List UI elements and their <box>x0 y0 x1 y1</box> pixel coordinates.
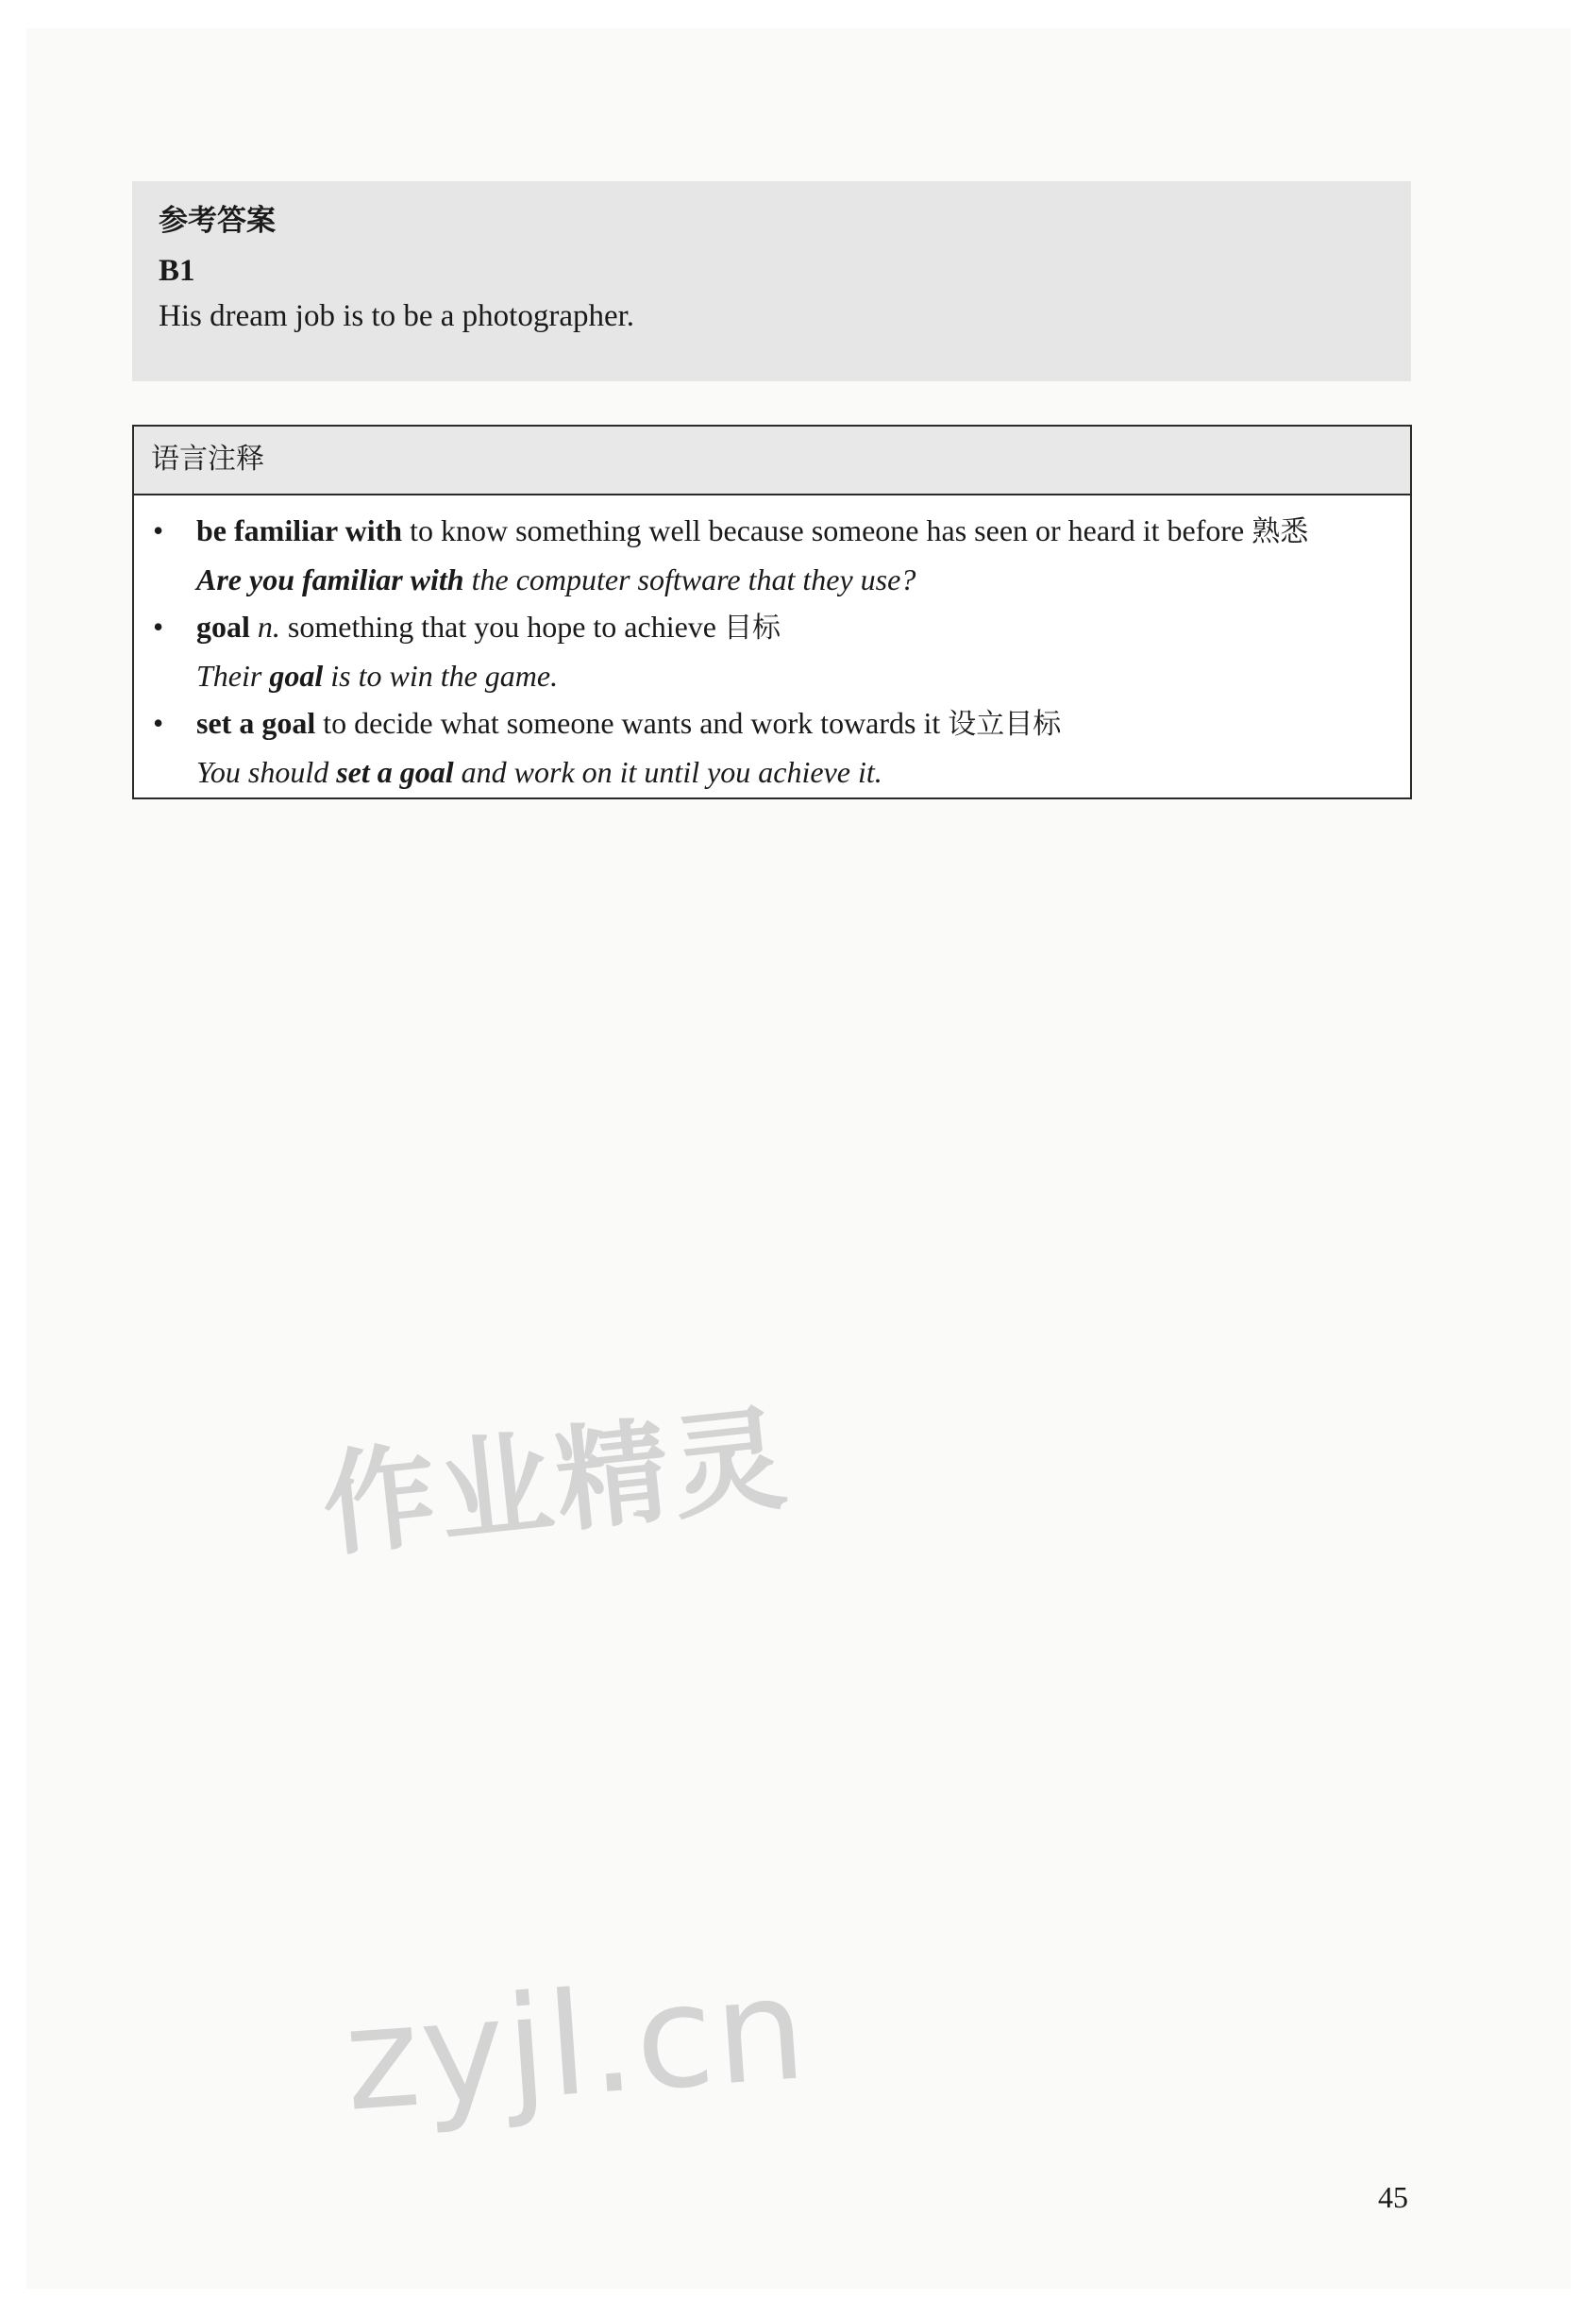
note-definition <box>196 699 1410 748</box>
bullet-icon: • <box>153 706 164 740</box>
notes-heading: 语言注释 <box>134 427 1410 495</box>
answer-box <box>132 181 1411 381</box>
note-part-of-speech: n. <box>249 610 280 644</box>
notes-list <box>134 495 1410 796</box>
note-item-goal <box>134 603 1410 699</box>
note-item-set-a-goal <box>134 699 1410 796</box>
page-number: 45 <box>1378 2180 1408 2214</box>
note-example <box>196 748 1410 796</box>
note-definition-text: to know something well because someone has seen or heard it before <box>402 513 1252 547</box>
bullet-icon: • <box>153 610 164 644</box>
note-definition <box>196 507 1410 556</box>
note-example <box>196 556 1410 603</box>
note-definition-text: to decide what someone wants and work towards it <box>315 706 949 740</box>
note-example-term: Are you familiar with <box>196 562 464 596</box>
note-example-text: is to win the game. <box>323 659 559 693</box>
bullet-icon: • <box>153 513 164 547</box>
note-definition-text: something that you hope to achieve <box>279 610 724 644</box>
answer-text: His dream job is to be a photographer. <box>159 299 635 333</box>
answer-heading: 参考答案 <box>159 204 276 238</box>
watermark-url: zyjl.cn <box>339 1947 813 2143</box>
language-notes-box <box>132 425 1412 799</box>
note-example-text: You should <box>196 755 337 789</box>
watermark-title: 作业精灵 <box>316 1393 797 1573</box>
note-term: set a goal <box>196 706 316 740</box>
note-chinese: 目标 <box>724 612 781 645</box>
note-chinese: 设立目标 <box>948 708 1062 741</box>
note-chinese: 熟悉 <box>1252 515 1309 548</box>
note-example <box>196 652 1410 699</box>
note-example-text: the computer software that they use? <box>463 562 916 596</box>
note-example-text: Their <box>196 659 270 693</box>
note-example-text: and work on it until you achieve it. <box>453 755 882 789</box>
note-example-term: set a goal <box>336 755 454 789</box>
note-definition <box>196 603 1410 652</box>
note-term: goal <box>196 610 250 644</box>
note-item-be-familiar-with <box>134 507 1410 603</box>
note-example-term: goal <box>269 659 324 693</box>
note-term: be familiar with <box>196 513 403 547</box>
answer-label: B1 <box>159 254 195 288</box>
